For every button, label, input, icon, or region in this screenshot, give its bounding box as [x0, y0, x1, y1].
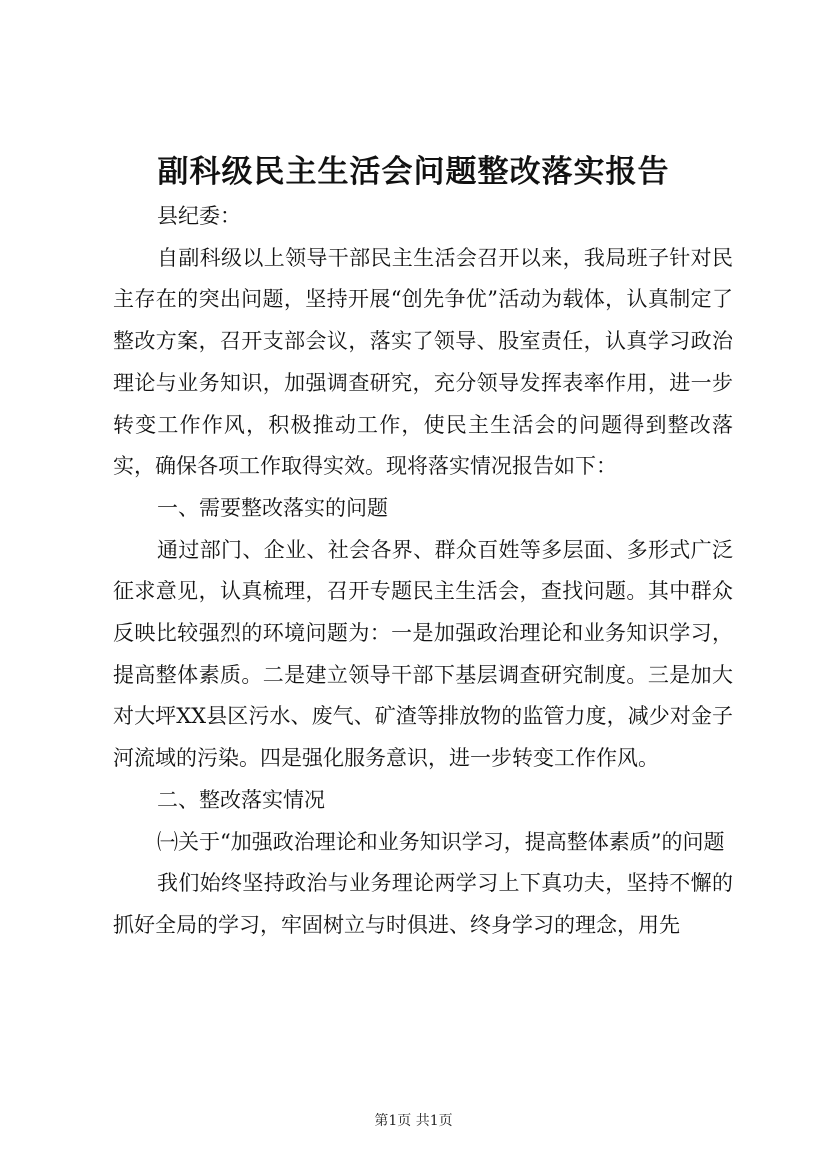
paragraph-problems: 通过部门、企业、社会各界、群众百姓等多层面、多形式广泛征求意见，认真梳理，召开专题民主生活会，查找问题。其中群众反映比较强烈的环境问题为：一是加强政治理论和业务知识学习，提高整体素质。二是建立领导干部下基层调查研究制度。三是加大对大坪XX县区污水、废气、矿渣等排放物的监管力度，减少对金子河流域的污染。四是强化服务意识，进一步转变工作作风。	[113, 537, 733, 771]
salutation: 县纪委：	[157, 204, 241, 228]
section-heading-2: 二、整改落实情况	[157, 787, 325, 812]
paragraph-intro: 自副科级以上领导干部民主生活会召开以来，我局班子针对民主存在的突出问题，坚持开展“创先争优”活动为载体，认真制定了整改方案，召开支部会议，落实了领导、股室责任，认真学习政治理论与业务知识，加强调查研究，充分领导发挥表率作用，进一步转变工作作风，积极推动工作，使民主生活会的问题得到整改落实，确保各项工作取得实效。现将落实情况报告如下：	[113, 245, 733, 479]
document-title: 副科级民主生活会问题整改落实报告	[157, 154, 670, 190]
page-footer: 第1页 共1页	[374, 1113, 453, 1129]
paragraph-study: 我们始终坚持政治与业务理论两学习上下真功夫，坚持不懈的抓好全局的学习，牢固树立与时俱进、终身学习的理念，用先	[113, 871, 733, 937]
subsection-heading-1: ㈠关于“加强政治理论和业务知识学习，提高整体素质”的问题	[157, 829, 725, 854]
document-body	[113, 196, 733, 947]
section-heading-1: 一、需要整改落实的问题	[157, 495, 388, 520]
